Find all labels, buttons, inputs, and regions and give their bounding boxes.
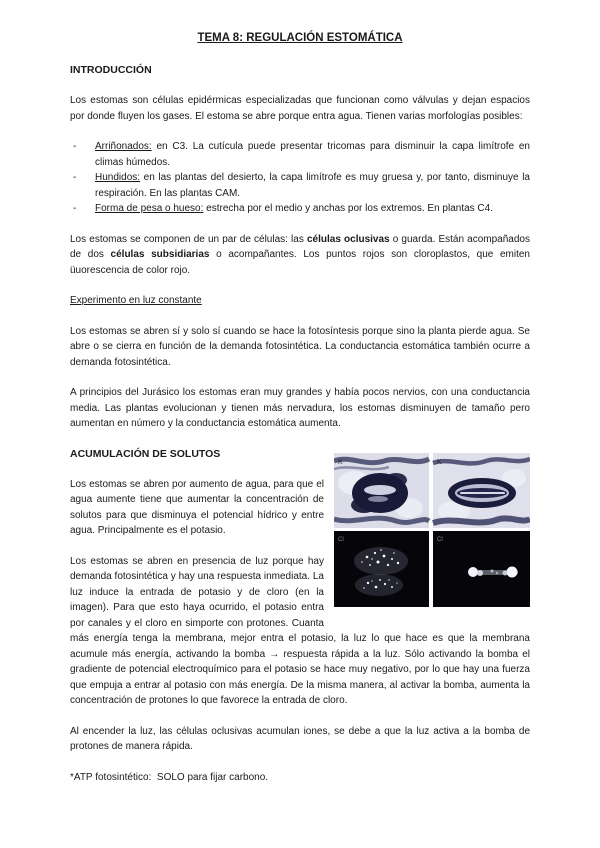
list-dash: - xyxy=(73,203,77,214)
list-term: Forma de pesa o hueso: xyxy=(95,203,204,214)
list-dash: - xyxy=(73,172,77,183)
solutes-paragraph-1: Los estomas se abren por aumento de agua, para que el agua aumente tiene que aumentar la concentración de solutos para que disminuya el potencial hídrico y entre agua. Principalmente es el potasio. xyxy=(70,478,324,536)
panel-label-k-closed: K xyxy=(437,458,442,466)
list-term: Arriñonados: xyxy=(95,141,152,152)
experiment-subheading: Experimento en luz constante xyxy=(70,295,202,306)
list-dash: - xyxy=(73,141,77,152)
list-item xyxy=(70,139,530,170)
list-text: en C3. La cutícula puede presentar tricomas para disminuir la capa limítrofe en climas húmedos. xyxy=(95,141,530,168)
list-text: estrecha por el medio y anchas por los extremos. En plantas C4. xyxy=(203,203,493,214)
intro-paragraph-3: Los estomas se abren sí y solo sí cuando se hace la fotosíntesis porque sino la planta pierde agua. Se abre o se cierra en función de la demanda fotosintética. La conductancia estomática también ocurre a demanda fotosintética. xyxy=(70,325,530,368)
bold-term: células subsidiarias xyxy=(110,249,210,260)
solutes-paragraph-3: Al encender la luz, las células oclusivas acumulan iones, se debe a que la luz activa a la bomba de protones de manera rápida. xyxy=(70,725,530,752)
atp-note: *ATP fotosintético: SOLO para fijar carbono. xyxy=(70,771,269,783)
intro-paragraph-1: Los estomas son células epidérmicas especializadas que funcionan como válvulas y dejan espacios por donde fluyen los gases. El estoma se abre porque entra agua. Tienen varias morfologías posibles: xyxy=(70,95,530,122)
list-item xyxy=(70,170,530,201)
list-item xyxy=(70,201,530,217)
list-text: en las plantas del desierto, la capa limítrofe es muy gruesa y, por tanto, disminuye la respiración. En las plantas CAM. xyxy=(95,172,530,199)
solutes-heading: ACUMULACIÓN DE SOLUTOS xyxy=(70,447,221,460)
bold-term: células oclusivas xyxy=(306,233,390,245)
panel-label-k-open: K xyxy=(338,458,343,466)
panel-label-cl-closed: Cl xyxy=(437,536,443,543)
intro-heading: INTRODUCCIÓN xyxy=(70,64,152,76)
micrograph-image xyxy=(334,453,530,607)
stomata-micrograph-figure xyxy=(334,453,530,607)
list-term: Hundidos: xyxy=(95,172,141,183)
page-title: TEMA 8: REGULACIÓN ESTOMÁTICA xyxy=(197,32,403,44)
solutes-paragraph-2: Los estomas se abren en presencia de luz porque hay demanda fotosintética y hay una respuesta inmediata. La luz induce la entrada de potasio y de cloro (en la imagen). Para que esto haya ocurrido, el potasio entra por canales y el cloro en simporte con protones. Cuanta más energía tenga la membrana, mejor entra el potasio, la luz lo que hace es que la membrana acumule más energía, activando la bomba → respuesta rápida a la luz. Sólo activando la bomba el gradiente de potencial electroquímico para el potasio se hace muy negativo, por lo que hay una fuerza que empuja a entrar al potasio con más energía. De la misma manera, al activar la bomba, aumenta la concentración de protones lo que favorece la entrada de cloro. xyxy=(70,555,530,706)
intro-paragraph-4: A principios del Jurásico los estomas eran muy grandes y había pocos nervios, con una conductancia media. Las plantas evolucionan y tienen más nervadura, los estomas disminuyen de tamaño pero aumentan en número y la conductancia estomática aumenta. xyxy=(70,387,530,429)
intro-paragraph-2: Los estomas se componen de un par de células: las células oclusivas o guarda. Están acompañados de dos células subsidiarias o acompañantes. Los puntos rojos son cloroplastos, que emiten üuorescencia de color rojo. xyxy=(70,233,530,276)
panel-label-cl-open: Cl xyxy=(338,536,344,543)
morphology-list xyxy=(70,139,530,217)
